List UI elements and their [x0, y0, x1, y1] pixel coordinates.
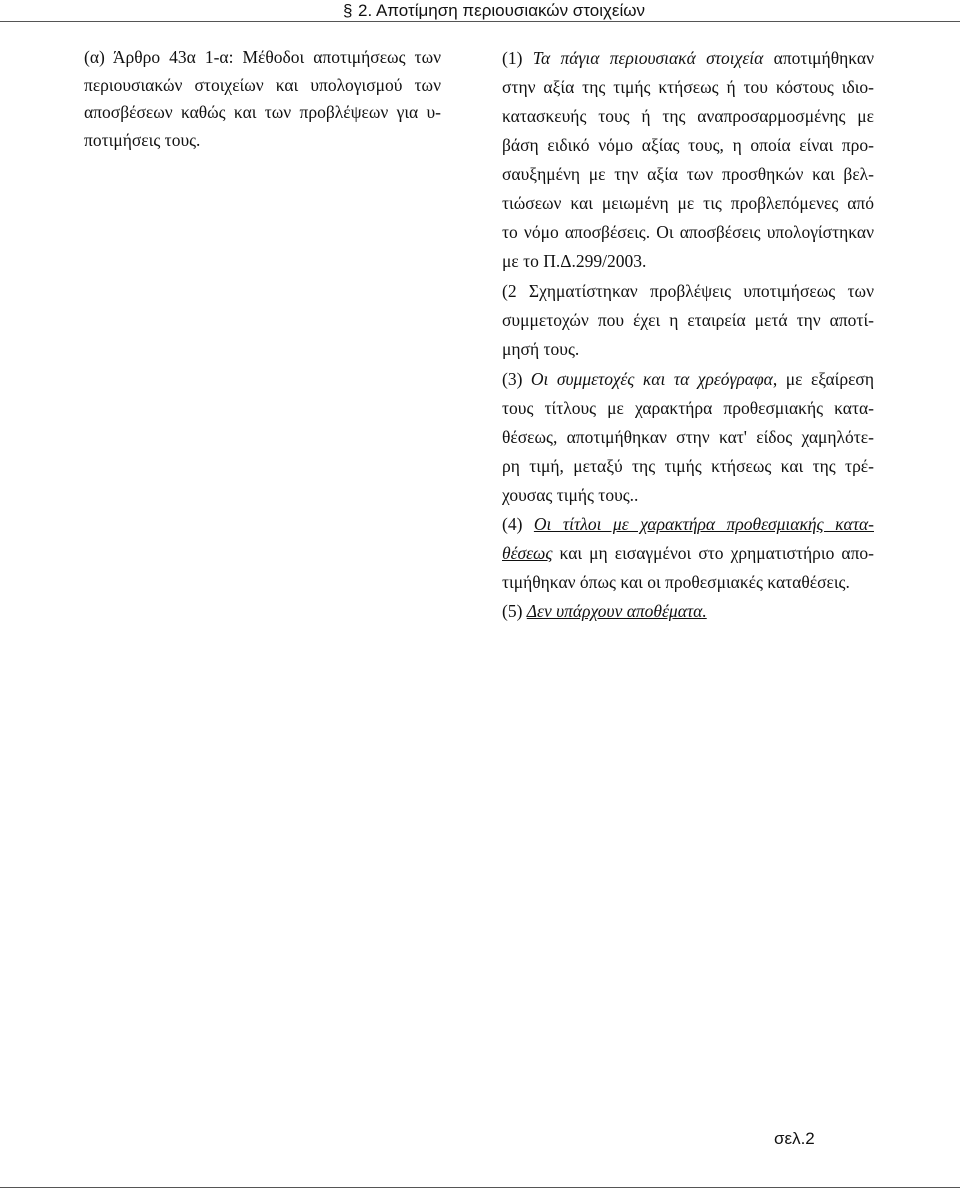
- line-rest: αποτιμήθηκαν: [763, 48, 874, 68]
- item-1-first-line: [502, 44, 874, 73]
- paragraph-item-5: [502, 597, 874, 626]
- item-number: (1): [502, 48, 523, 68]
- italic-lead: Οι συμμετοχές και τα χρεόγραφα: [530, 369, 773, 389]
- paragraph-item-1: [502, 44, 874, 276]
- paragraph-item-3: [502, 365, 874, 510]
- item-number: (5): [502, 601, 523, 621]
- italic-underlined-text: Οι τίτλοι με χαρακτήρα προθεσμιακής κατα-: [533, 514, 874, 534]
- body-line: (2 Σχηματίστηκαν προβλέψεις υποτιμήσεως των: [502, 281, 874, 301]
- body-line: τιώσεων και μειωμένη με τις προβλεπόμενες από: [502, 193, 874, 213]
- body-line: θέσεως, αποτιμήθηκαν στην κατ' είδος χαμηλότε-: [502, 427, 874, 447]
- section-symbol: §: [343, 1, 353, 20]
- body-line: τιμήθηκαν όπως και οι προθεσμιακές καταθέσεις.: [502, 572, 850, 592]
- item-number: (3): [502, 369, 523, 389]
- body-line: ρη τιμή, μεταξύ της τιμής κτήσεως και της τρέ-: [502, 456, 874, 476]
- footer-divider: [0, 1187, 960, 1188]
- left-line: περιουσιακών στοιχείων και υπολογισμού των: [84, 74, 441, 95]
- body-line: βάση ειδικό νόμο αξίας τους, η οποία είναι προ-: [502, 135, 874, 155]
- item-4-second-line: [502, 539, 874, 568]
- item-4-first-line: [502, 510, 874, 539]
- page-header: [0, 0, 960, 21]
- item-number: (4): [502, 514, 523, 534]
- paragraph-item-4: [502, 510, 874, 597]
- right-column-body: [502, 44, 874, 626]
- left-line: αποσβέσεων καθώς και των προβλέψεων για υ-: [84, 102, 441, 122]
- page-number: σελ.2: [774, 1129, 815, 1148]
- left-line: ποτιμήσεις τους.: [84, 129, 201, 150]
- line-rest: , με εξαίρεση: [772, 369, 874, 389]
- body-line: χουσας τιμής τους..: [502, 485, 639, 505]
- item-5-line: [502, 597, 874, 626]
- body-line: το νόμο αποσβέσεις. Οι αποσβέσεις υπολογίστηκαν: [502, 222, 874, 242]
- item-3-first-line: [502, 365, 874, 394]
- paragraph-item-2: [502, 277, 874, 364]
- body-line: τους τίτλους με χαρακτήρα προθεσμιακής κατα-: [502, 398, 874, 418]
- italic-lead: Τα πάγια περιουσιακά στοιχεία: [532, 48, 764, 68]
- left-line: (α) Άρθρο 43α 1-α: Μέθοδοι αποτιμήσεως των: [84, 47, 441, 67]
- body-line: σαυξημένη με την αξία των προσθηκών και βελ-: [502, 164, 874, 184]
- header-divider: [0, 21, 960, 22]
- body-line: κατασκευής τους ή της αναπροσαρμοσμένης με: [502, 106, 874, 126]
- line-rest: και μη εισαγμένοι στο χρηματιστήριο απο-: [552, 543, 874, 563]
- body-line: στην αξία της τιμής κτήσεως ή του κόστους ιδιο-: [502, 77, 874, 97]
- italic-underlined-text: Δεν υπάρχουν αποθέματα.: [526, 601, 707, 621]
- body-line: με το Π.Δ.299/2003.: [502, 251, 647, 271]
- body-line: μησή τους.: [502, 339, 580, 359]
- left-column-heading: [84, 44, 441, 154]
- italic-underlined-text: θέσεως: [502, 543, 553, 563]
- body-line: συμμετοχών που έχει η εταιρεία μετά την αποτί-: [502, 310, 874, 330]
- section-title: 2. Αποτίμηση περιουσιακών στοιχείων: [358, 1, 646, 20]
